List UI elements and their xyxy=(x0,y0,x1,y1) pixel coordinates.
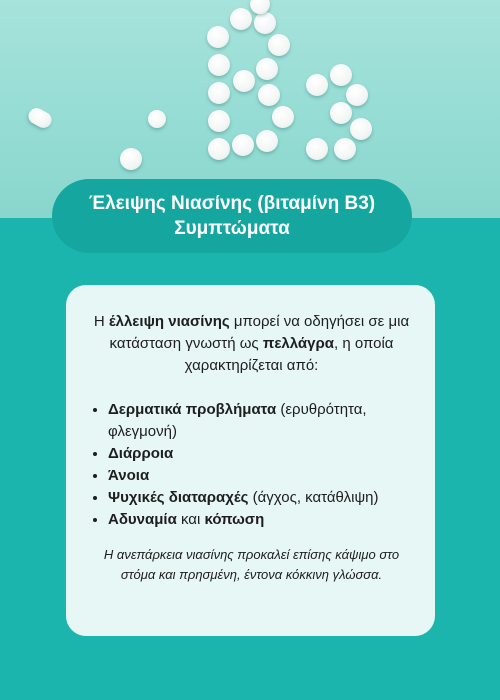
intro-part: μπορεί να οδηγήσει σε μια κατάσταση γνωστή ως xyxy=(109,313,410,352)
list-item xyxy=(108,443,415,465)
intro-part: Η xyxy=(93,313,109,330)
pill xyxy=(233,70,255,92)
pill xyxy=(330,102,352,124)
pill xyxy=(232,134,254,156)
intro-bold: πελλάγρα xyxy=(262,335,334,352)
note-text: Η ανεπάρκεια νιασίνης προκαλεί επίσης κάψιμο στο στόμα και πρησμένη, έντονα κόκκινη γλώσσα. xyxy=(103,547,400,582)
title-line-2: Συμπτώματα xyxy=(174,218,290,239)
title-line-1: Έλειψης Νιασίνης (βιταμίνη B3) xyxy=(88,193,376,214)
symptom-detail: (άγχος, κατάθλιψη) xyxy=(248,489,379,506)
pill xyxy=(230,8,252,30)
pill xyxy=(272,106,294,128)
intro-bold: έλλειψη νιασίνης xyxy=(108,313,230,330)
symptom-name: Ψυχικές διαταραχές xyxy=(108,489,249,506)
symptom-detail: (ερυθρότητα, φλεγμονή) xyxy=(108,401,367,440)
pill xyxy=(208,82,230,104)
symptom-name: κόπωση xyxy=(204,511,265,528)
list-item xyxy=(108,487,415,509)
pill xyxy=(148,110,166,128)
symptom-name: Αδυναμία xyxy=(108,511,177,528)
symptom-name: Διάρροια xyxy=(108,445,174,462)
pill xyxy=(350,118,372,140)
pill xyxy=(258,84,280,106)
symptom-name: Άνοια xyxy=(108,467,150,484)
pill xyxy=(120,148,142,170)
pill xyxy=(256,130,278,152)
symptom-name: Δερματικά προβλήματα xyxy=(108,401,277,418)
symptom-detail: και xyxy=(176,511,205,528)
symptoms-card xyxy=(66,285,435,636)
pill xyxy=(330,64,352,86)
pill xyxy=(254,12,276,34)
pill xyxy=(346,84,368,106)
list-item xyxy=(108,465,415,487)
list-item xyxy=(108,399,415,443)
list-item xyxy=(108,509,415,531)
symptoms-list xyxy=(88,399,415,531)
pill xyxy=(26,105,55,130)
pill xyxy=(207,26,229,48)
pill xyxy=(208,110,230,132)
pill xyxy=(306,74,328,96)
pill xyxy=(334,138,356,160)
intro-text xyxy=(88,311,415,377)
page-title xyxy=(52,179,412,253)
pill xyxy=(208,54,230,76)
pill xyxy=(268,34,290,56)
intro-part: , η οποία χαρακτηρίζεται από: xyxy=(184,335,394,374)
pill xyxy=(256,58,278,80)
pill xyxy=(208,138,230,160)
pill xyxy=(306,138,328,160)
